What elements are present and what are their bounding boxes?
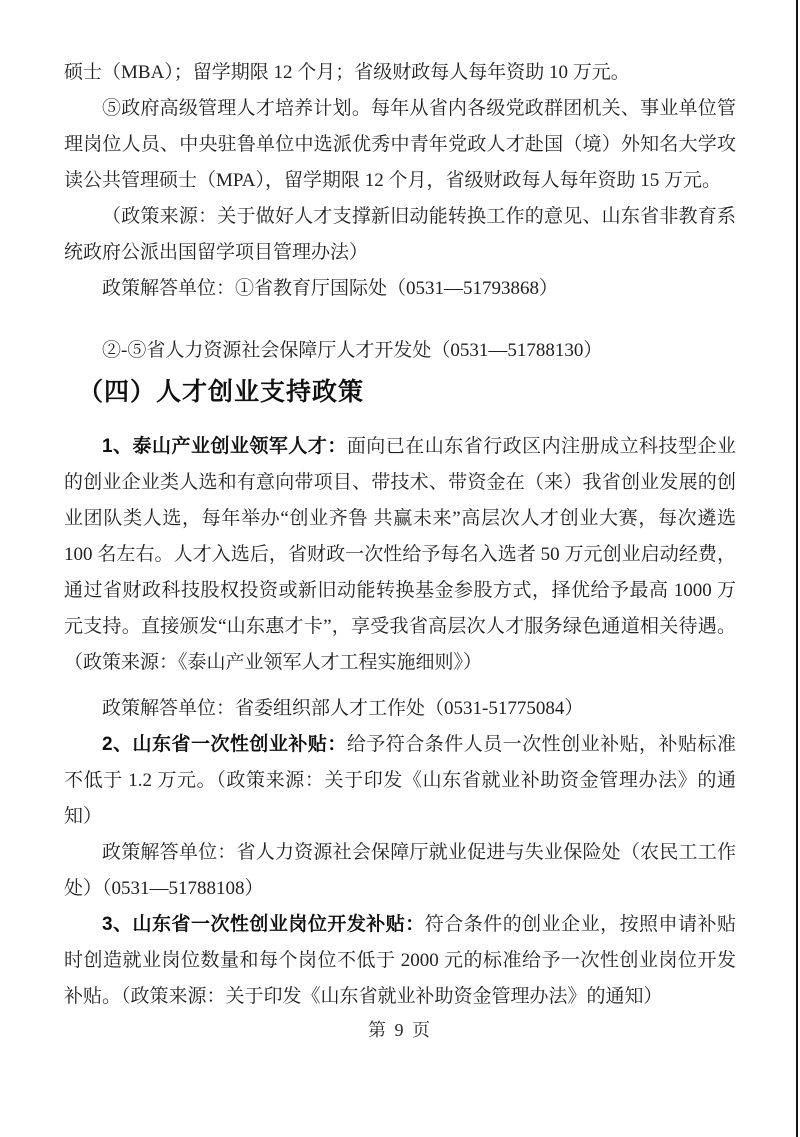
section-heading: （四）人才创业支持政策 (78, 378, 365, 406)
paragraph: 1、泰山产业创业领军人才：面向已在山东省行政区内注册成立科技型企业的创业企业类人选和有意向带项目、带技术、带资金在（来）我省创业发展的创业团队类人选，每年举办“创业齐鲁 共赢未来”高层次人才创业大赛，每次遴选 100 名左右。人才入选后，省财政一次性给予每名入选者 50 万元创业启动经费，通过省财政科技股权投资或新旧动能转换基金参股方式，择优给予最高 1000 万元支持。直接颁发“山东惠才卡”，享受我省高层次人才服务绿色通道相关待遇。（政策来源：《泰山产业领军人才工程实施细则》） (64, 436, 736, 673)
paragraph: 政策解答单位：省委组织部人才工作处（0531-51775084） (102, 698, 584, 719)
document-body-top (64, 55, 736, 369)
paragraph: （政策来源：关于做好人才支撑新旧动能转换工作的意见、山东省非教育系统政府公派出国留学项目管理办法） (64, 206, 736, 263)
paragraph: ⑤政府高级管理人才培养计划。每年从省内各级党政群团机关、事业单位管理岗位人员、中央驻鲁单位中选派优秀中青年党政人才赴国（境）外知名大学攻读公共管理硕士（MPA），留学期限 12 个月，省级财政每人每年资助 15 万元。 (64, 98, 736, 191)
paragraph: ②-⑤省人力资源社会保障厅人才开发处（0531—51788130） (102, 340, 603, 361)
scan-edge-line (796, 0, 798, 1137)
paragraph: 2、山东省一次性创业补贴：给予符合条件人员一次性创业补贴，补贴标准不低于 1.2 万元。（政策来源：关于印发《山东省就业补助资金管理办法》的通知） (64, 734, 736, 827)
paragraph: 政策解答单位：①省教育厅国际处（0531—51793868） (102, 278, 559, 299)
item-title: 2、山东省一次性创业补贴： (102, 734, 347, 755)
item-title: 1、泰山产业创业领军人才： (102, 436, 347, 457)
paragraph: 硕士（MBA）；留学期限 12 个月；省级财政每人每年资助 10 万元。 (64, 62, 630, 83)
paragraph: 3、山东省一次性创业岗位开发补贴：符合条件的创业企业，按照申请补贴时创造就业岗位数量和每个岗位不低于 2000 元的标准给予一次性创业岗位开发补贴。（政策来源：关于印发《山东省就业补助资金管理办法》的通知） (64, 914, 736, 1007)
document-body-bottom (64, 429, 736, 1015)
document-content (64, 55, 736, 1043)
item-title: 3、山东省一次性创业岗位开发补贴： (102, 914, 425, 935)
paragraph: 政策解答单位：省人力资源社会保障厅就业促进与失业保险处（农民工工作处）（0531—51788108） (64, 842, 736, 899)
page-number: 第 9 页 (368, 1020, 432, 1040)
